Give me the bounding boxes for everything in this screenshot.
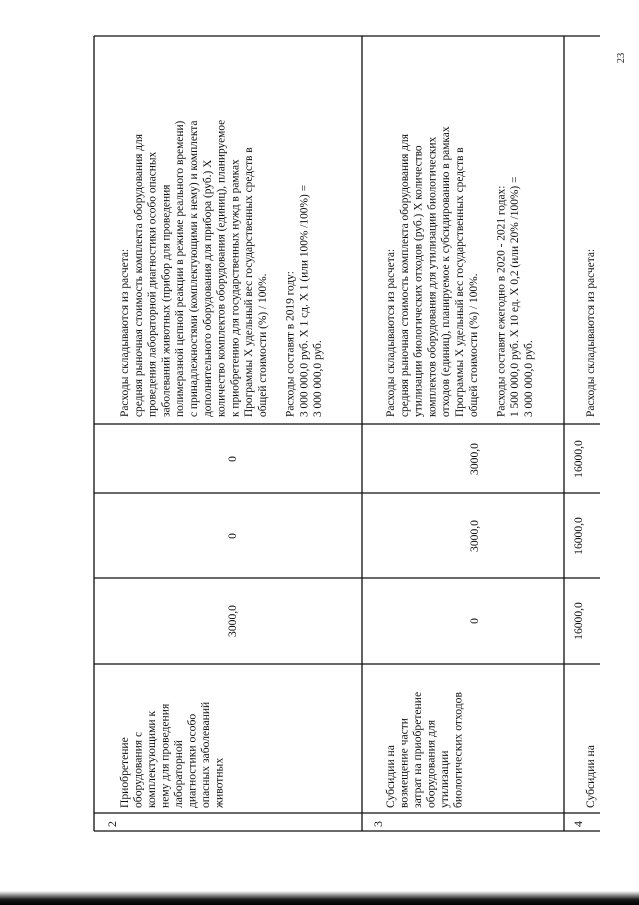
row-2-calc-line: дополнительного оборудования для прибора (руб.) Х [201, 159, 214, 417]
row-3-name-line: биологических отходов [451, 692, 465, 808]
row-2-calc-line: Расходы составят в 2019 году: [284, 271, 297, 417]
row-3-number: 3 [371, 821, 385, 827]
row-2-value-2020: 0 [226, 533, 239, 539]
row-2-calc-line: Программы Х удельный вес государственных средств в [243, 147, 256, 417]
row-2-name-line: Приобретение [118, 737, 131, 808]
row-3-calc-line: Программы Х удельный вес государственных средств в [454, 147, 466, 417]
row-2-calculation [119, 120, 324, 417]
row-4-value-2020: 16000,0 [572, 517, 585, 555]
row-2-item-name [118, 702, 226, 809]
row-2-name-line: оборудования с [131, 731, 145, 808]
row-4-calculation [585, 249, 597, 417]
row-2-calc-line: 3 000 000,0 руб. [312, 340, 325, 417]
row-2-calc-line: Расходы складываются из расчета: [119, 248, 131, 417]
row-3-name-line: затрат на приобретение [411, 691, 424, 808]
row-4-value-2019: 16000,0 [572, 602, 585, 640]
row-2-calc-line: заболеваний животных (прибор для проведения [160, 184, 173, 417]
row-2-calc-line: с принадлежностями (комплектующими к нему) и комплекта [188, 120, 200, 417]
row-3-name-line: Субсидии на [384, 745, 397, 808]
row-3-item-name [384, 692, 465, 808]
row-3-calc-line: комплектов оборудования для утилизации биологических [426, 136, 439, 417]
row-2-name-line: диагностики особо [185, 713, 199, 808]
row-3-calc-line: отходов (единиц), планируемое к субсидированию в рамках [440, 126, 453, 417]
row-4-number: 4 [571, 821, 585, 827]
row-2-name-line: лабораторной [172, 740, 185, 808]
row-2-calc-line: проведения лабораторной диагностики особо опасных [146, 151, 159, 417]
row-2-value-2019: 3000,0 [226, 605, 239, 637]
row-3-name-line: утилизации [438, 750, 451, 808]
row-2-calc-line: полимеразной цепной реакции в режиме реального времени) [174, 120, 187, 417]
row-3-calc-line: Расходы составят ежегодно в 2020 - 2021 годах: [495, 185, 508, 417]
row-3-name-line: возмещение части [397, 717, 411, 808]
row-3-value-2021: 3000,0 [468, 443, 481, 475]
row-2-calc-line: количество комплектов оборудования (единиц), планируемое [215, 119, 228, 417]
row-3-calc-line: 3 000 000,0 руб. [523, 340, 535, 417]
row-2-name-line: комплектующими к [145, 710, 158, 808]
row-2-name-line: нему для проведения [158, 703, 172, 808]
row-4-calc-line: Расходы складываются из расчета: [585, 248, 597, 417]
row-2-value-2021: 0 [226, 456, 239, 462]
row-3-value-2020: 3000,0 [468, 520, 481, 552]
row-2-calc-line: 3 000 000,0 руб. Х 1 сд. Х 1 (или 100% /100%) = [298, 184, 311, 417]
row-3-name-line: оборудования для [424, 719, 438, 808]
row-2-name-line: животных [212, 757, 226, 808]
row-2-calc-line: средняя рыночная стоимость комплекта оборудования для [132, 134, 145, 417]
row-4-value-2021: 16000,0 [572, 440, 585, 478]
scan-edge-shadow [0, 891, 639, 905]
row-2-name-line: опасных заболеваний [199, 701, 212, 808]
row-4-item-name [584, 745, 597, 808]
row-2-number: 2 [105, 821, 119, 827]
page-number: 23 [616, 52, 627, 64]
row-2-calc-line: к приобретению для государственных нужд в рамках [229, 159, 242, 417]
row-3-calculation [385, 126, 535, 417]
row-3-calc-line: средняя рыночная стоимость комплекта оборудования для [398, 134, 411, 417]
row-3-calc-line: Расходы складываются из расчета: [385, 248, 397, 417]
row-3-calc-line: утилизации биологических отходов (руб.) Х количество [412, 145, 425, 417]
row-2-calc-line: общей стоимости (%) / 100%. [257, 273, 269, 417]
row-3-calc-line: 1 500 000,0 руб. Х 10 ед. Х 0,2 (или 20% /100%) = [509, 176, 522, 417]
row-3-value-2019: 0 [468, 618, 481, 624]
row-3-calc-line: общей стоимости (%) / 100%. [467, 273, 480, 417]
row-4-name-line: Субсидии на [584, 745, 597, 808]
